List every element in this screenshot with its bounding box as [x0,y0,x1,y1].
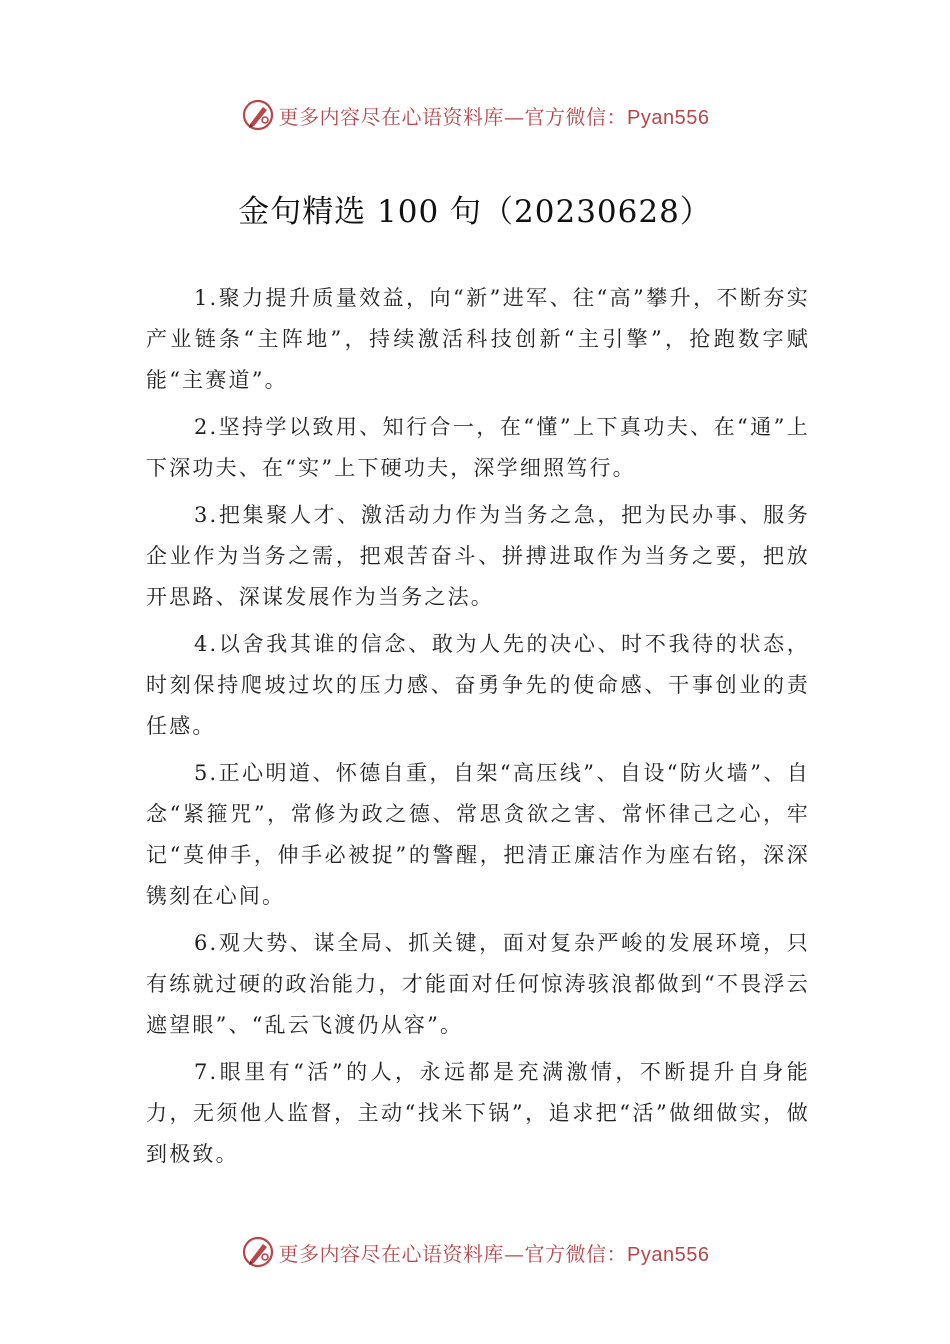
quote-paragraph-1: 1.聚力提升质量效益，向“新”进军、往“高”攀升，不断夯实产业链条“主阵地”，持续激活科技创新“主引擎”，抢跑数字赋能“主赛道”。 [146,286,810,392]
document-title: 金句精选 100 句（20230628） [238,194,712,230]
watermark-text [279,101,710,130]
pen-logo-icon [241,98,275,132]
quote-paragraph-6: 6.观大势、谋全局、抓关键，面对复杂严峻的发展环境，只有练就过硬的政治能力，才能面对任何惊涛骇浪都做到“不畏浮云遮望眼”、“乱云飞渡仍从容”。 [146,931,810,1037]
header-watermark-banner [0,95,950,135]
watermark-main: 更多内容尽在心语资料库 [278,1241,505,1266]
watermark-dash: — [504,1241,525,1266]
watermark-wechat-label: 官方微信： [524,1241,628,1266]
footer-watermark-banner [0,1232,950,1272]
watermark-dash: — [504,104,525,129]
watermark-wechat-label: 官方微信： [524,104,628,129]
quote-paragraph-2: 2.坚持学以致用、知行合一，在“懂”上下真功夫、在“通”上下深功夫、在“实”上下硬功夫，深学细照笃行。 [146,415,810,480]
watermark-wechat-id: Pyan556 [627,1243,710,1266]
document-body [146,278,810,1181]
watermark-text [279,1238,710,1267]
quote-paragraph-5: 5.正心明道、怀德自重，自架“高压线”、自设“防火墙”、自念“紧箍咒”，常修为政之德、常思贪欲之害、常怀律己之心，牢记“莫伸手，伸手必被捉”的警醒，把清正廉洁作为座右铭，深深镌刻在心间。 [146,761,810,908]
watermark-main: 更多内容尽在心语资料库 [278,104,505,129]
quote-paragraph-4: 4.以舍我其谁的信念、敢为人先的决心、时不我待的状态，时刻保持爬坡过坎的压力感、奋勇争先的使命感、干事创业的责任感。 [146,632,810,738]
watermark-wechat-id: Pyan556 [627,106,710,129]
pen-logo-icon [241,1235,275,1269]
quote-paragraph-7: 7.眼里有“活”的人，永远都是充满激情，不断提升自身能力，无须他人监督，主动“找米下锅”，追求把“活”做细做实，做到极致。 [146,1060,810,1166]
quote-paragraph-3: 3.把集聚人才、激活动力作为当务之急，把为民办事、服务企业作为当务之需，把艰苦奋斗、拼搏进取作为当务之要，把放开思路、深谋发展作为当务之法。 [146,503,810,609]
